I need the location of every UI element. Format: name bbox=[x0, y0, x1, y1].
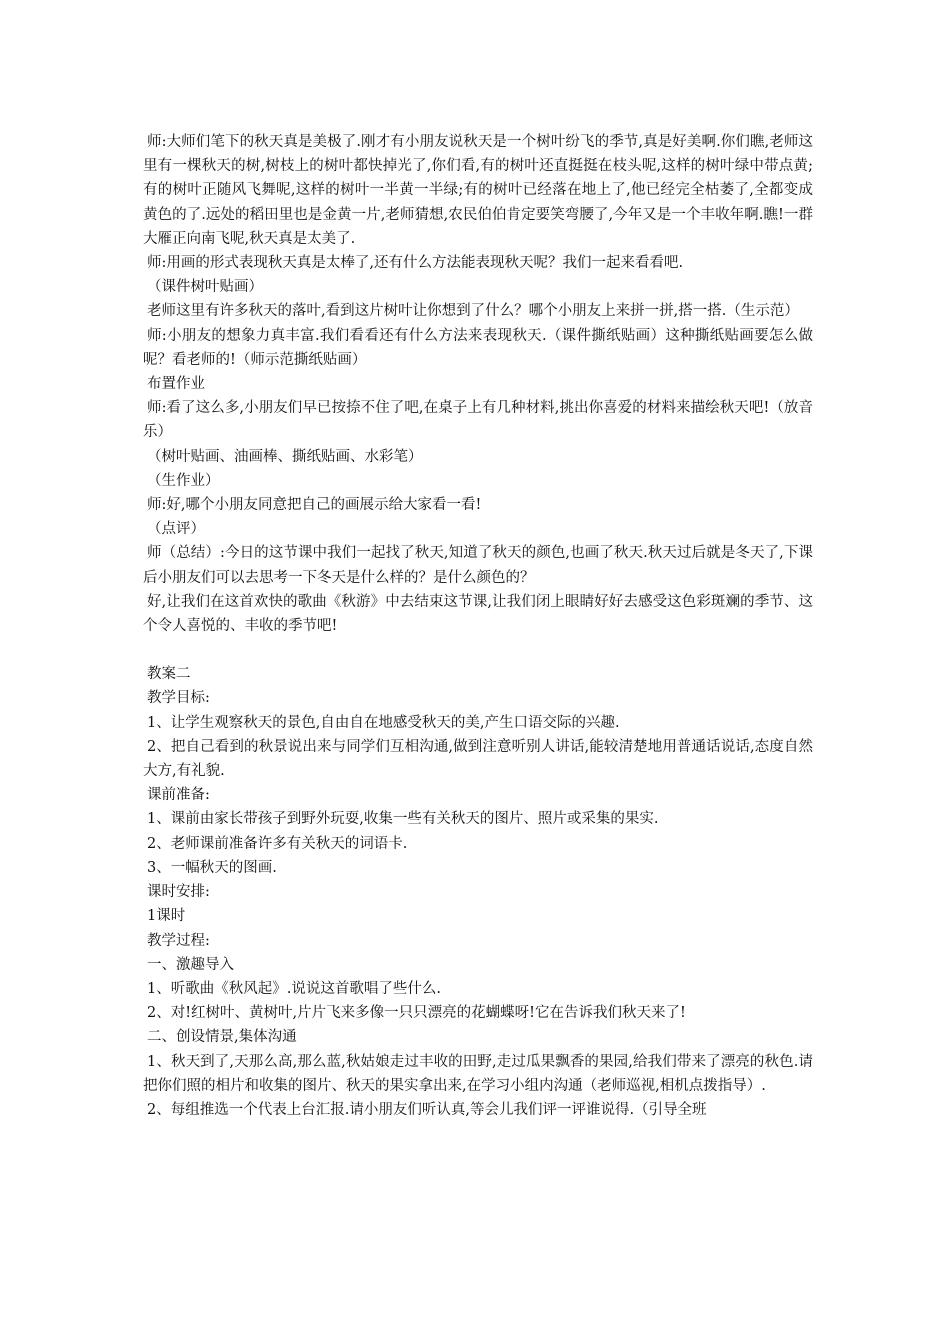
section-heading: 教学目标: bbox=[147, 690, 210, 707]
list-item: 2、老师课前准备许多有关秋天的词语卡. bbox=[147, 835, 408, 852]
paragraph: 师:看了这么多,小朋友们早已按捺不住了吧,在桌子上有几种材料,挑出你喜爱的材料来描绘秋天吧!（放音乐） bbox=[143, 400, 813, 441]
list-item: 1、秋天到了,天那么高,那么蓝,秋姑娘走过丰收的田野,走过瓜果飘香的果园,给我们带来了漂亮的秋色.请把你们照的相片和收集的图片、秋天的果实拿出来,在学习小组内沟通（老师巡视,相机点拨指导）. bbox=[143, 1053, 813, 1094]
paragraph: 老师这里有许多秋天的落叶,看到这片树叶让你想到了什么？哪个小朋友上来拼一拼,搭一搭.（生示范） bbox=[147, 303, 799, 320]
paragraph: 师:小朋友的想象力真丰富.我们看看还有什么方法来表现秋天.（课件撕纸贴画）这种撕纸贴画要怎么做呢？看老师的!（师示范撕纸贴画） bbox=[143, 327, 813, 368]
paragraph: 好,让我们在这首欢快的歌曲《秋游》中去结束这节课,让我们闭上眼睛好好去感受这色彩斑斓的季节、这个令人喜悦的、丰收的季节吧! bbox=[143, 593, 813, 635]
paragraph: 师（总结）:今日的这节课中我们一起找了秋天,知道了秋天的颜色,也画了秋天.秋天过后就是冬天了,下课后小朋友们可以去思考一下冬天是什么样的？是什么颜色的？ bbox=[143, 545, 813, 586]
paragraph: 师:用画的形式表现秋天真是太棒了,还有什么方法能表现秋天呢？我们一起来看看吧. bbox=[147, 255, 684, 272]
section-title: 教案二 bbox=[147, 666, 191, 683]
document-page bbox=[143, 130, 813, 1122]
paragraph: 师:大师们笔下的秋天真是美极了.刚才有小朋友说秋天是一个树叶纷飞的季节,真是好美啊.你们瞧,老师这里有一棵秋天的树,树枝上的树叶都快掉光了,你们看,有的树叶还直挺挺在枝头呢,这样的树叶绿中带点黄;有的树叶正随风飞舞呢,这样的树叶一半黄一半绿;有的树叶已经落在地上了,他已经完全枯萎了,全都变成黄色的了.远处的稻田里也是金黄一片,老师猜想,农民伯伯肯定要笑弯腰了,今年又是一个丰收年啊.瞧!一群大雁正向南飞呢,秋天真是太美了. bbox=[143, 134, 813, 247]
list-item: 2、每组推选一个代表上台汇报.请小朋友们听认真,等会儿我们评一评谁说得.（引导全班 bbox=[147, 1101, 707, 1118]
paragraph: （生作业） bbox=[147, 472, 220, 489]
lesson-plan-part-one bbox=[143, 130, 813, 638]
list-item: 1、听歌曲《秋风起》.说说这首歌唱了些什么. bbox=[147, 980, 441, 997]
paragraph: 1课时 bbox=[147, 908, 186, 925]
section-heading: 教学过程: bbox=[147, 932, 210, 949]
section-heading: 课时安排: bbox=[147, 884, 210, 901]
list-item: 2、把自己看到的秋景说出来与同学们互相沟通,做到注意听别人讲话,能较清楚地用普通话说话,态度自然大方,有礼貌. bbox=[143, 738, 813, 780]
list-item: 3、一幅秋天的图画. bbox=[147, 859, 277, 876]
list-item: 2、对!红树叶、黄树叶,片片飞来多像一只只漂亮的花蝴蝶呀!它在告诉我们秋天来了! bbox=[147, 1005, 686, 1022]
subsection-heading: 二、创设情景,集体沟通 bbox=[147, 1029, 297, 1046]
paragraph: 师:好,哪个小朋友同意把自己的画展示给大家看一看! bbox=[147, 497, 482, 514]
section-heading: 布置作业 bbox=[147, 376, 205, 393]
section-heading: 课前准备: bbox=[147, 787, 210, 804]
paragraph: （课件树叶贴画） bbox=[147, 279, 263, 296]
subsection-heading: 一、激趣导入 bbox=[147, 956, 234, 973]
paragraph: （点评） bbox=[147, 521, 205, 538]
list-item: 1、课前由家长带孩子到野外玩耍,收集一些有关秋天的图片、照片或采集的果实. bbox=[147, 811, 659, 828]
lesson-plan-part-two bbox=[143, 662, 813, 1122]
paragraph: （树叶贴画、油画棒、撕纸贴画、水彩笔） bbox=[147, 448, 423, 465]
list-item: 1、让学生观察秋天的景色,自由自在地感受秋天的美,产生口语交际的兴趣. bbox=[147, 714, 620, 731]
blank-line bbox=[143, 638, 813, 662]
